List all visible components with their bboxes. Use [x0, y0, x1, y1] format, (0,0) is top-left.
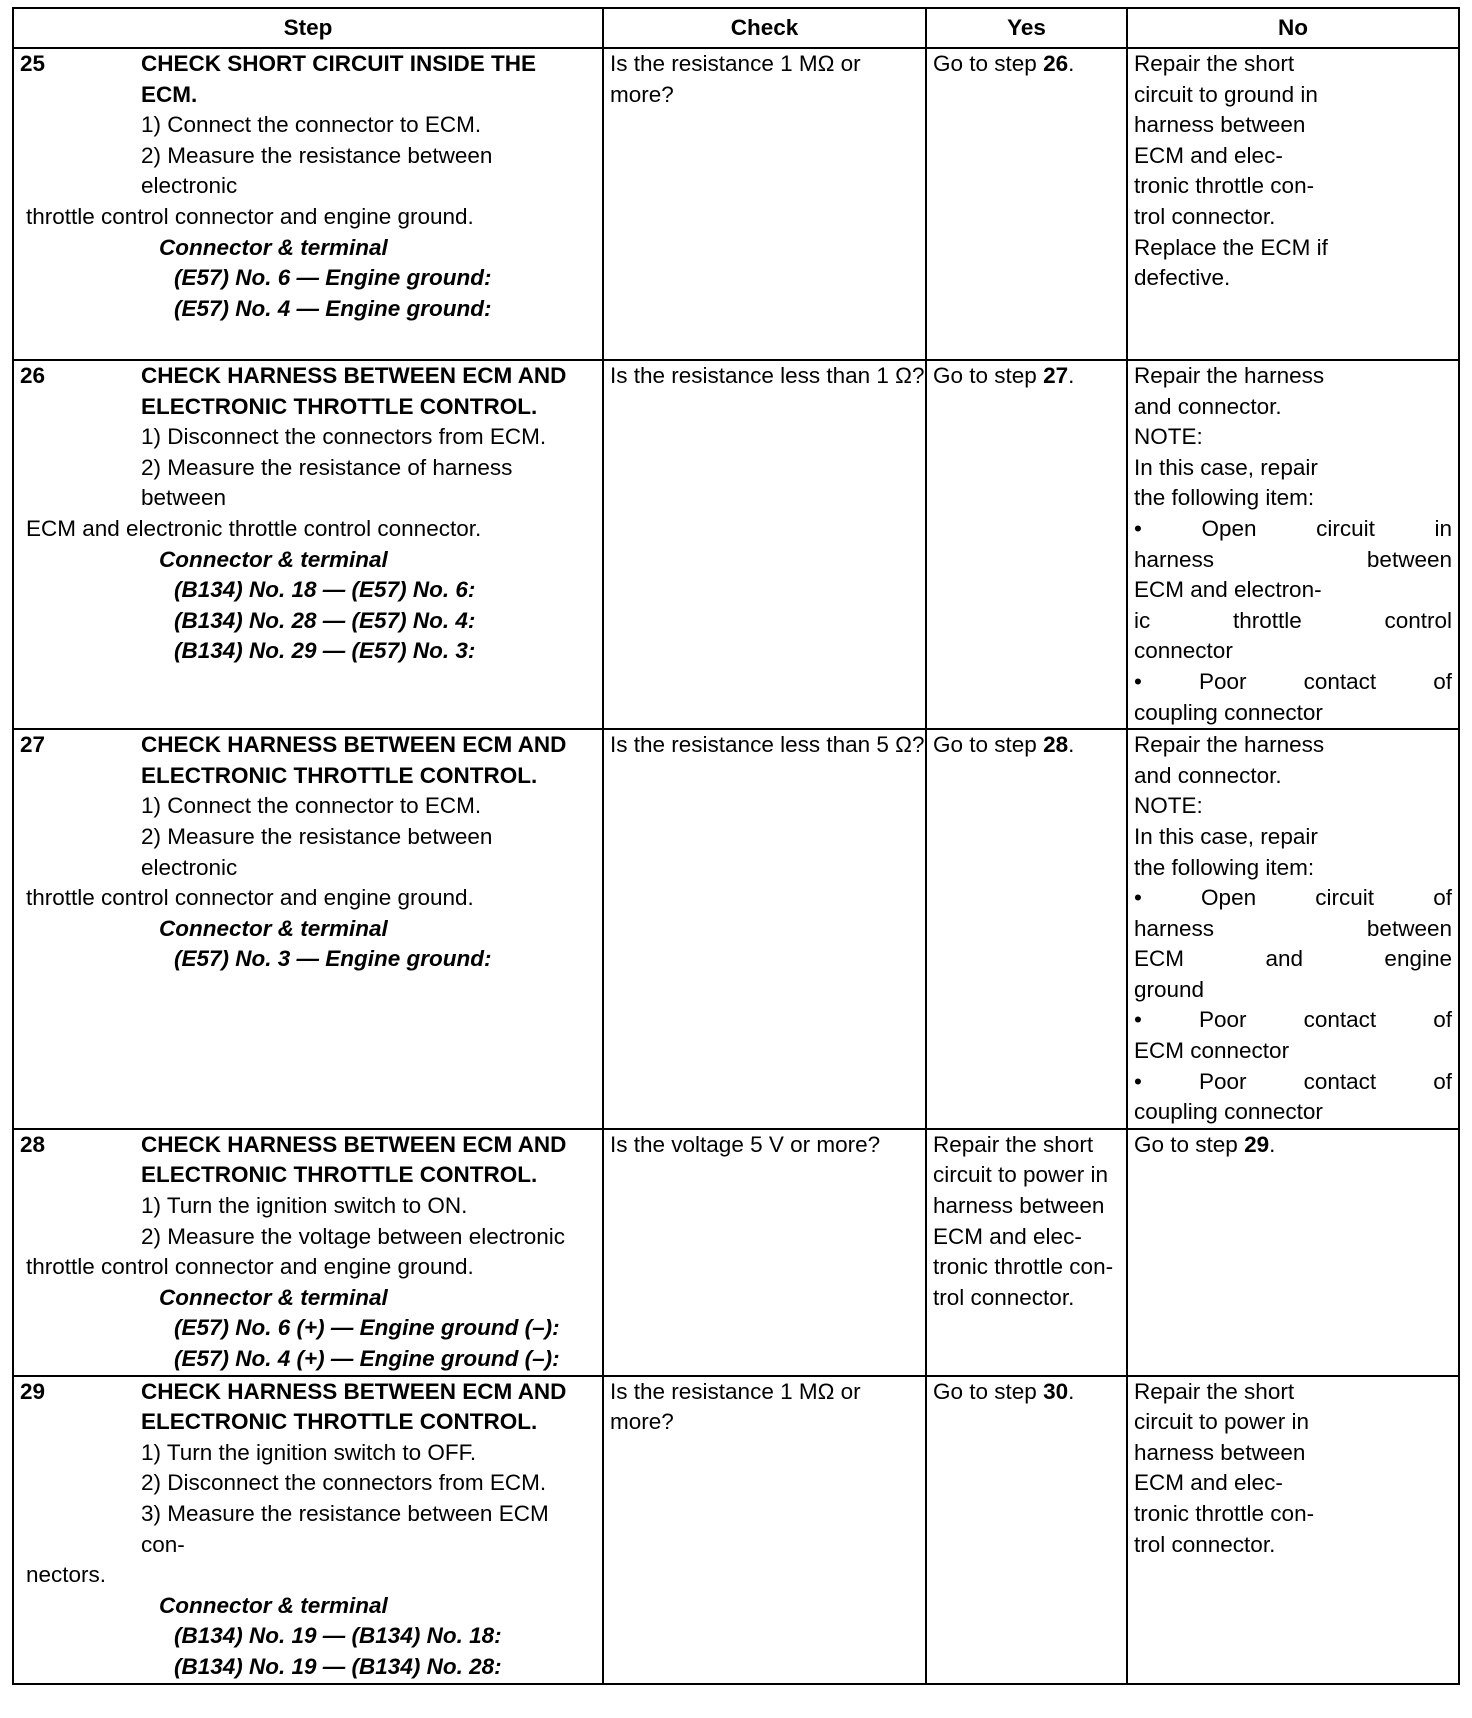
step-instruction: ECM and electronic throttle control connector. [26, 515, 482, 541]
step-instruction: 2) Measure the resistance of harness between [141, 454, 513, 511]
connector-terminal-label: Connector & terminal [159, 234, 388, 260]
no-line: ic throttle control [1134, 607, 1452, 633]
yes-line: trol connector. [933, 1284, 1075, 1310]
step-instruction: throttle control connector and engine ground. [26, 1254, 474, 1280]
no-line: harness between [1134, 546, 1452, 572]
header-no: No [1127, 8, 1459, 48]
terminal-spec: (B134) No. 19 — (B134) No. 28: [174, 1653, 502, 1679]
yes-line: circuit to power in [933, 1162, 1109, 1188]
no-line: ECM and elec- [1134, 142, 1283, 168]
step-title: CHECK HARNESS BETWEEN ECM AND ELECTRONIC THROTTLE CONTROL. [141, 732, 567, 788]
no-line: the following item: [1134, 854, 1315, 880]
check-cell: Is the voltage 5 V or more? [603, 1129, 926, 1376]
header-row [13, 8, 1459, 48]
step-instruction: 2) Measure the resistance between electronic [141, 142, 493, 199]
yes-text: Go to step [933, 51, 1044, 76]
table-row-step-28 [13, 1129, 1459, 1376]
check-cell: Is the resistance 1 MΩ or more? [603, 48, 926, 360]
step-instruction: nectors. [26, 1562, 107, 1588]
yes-text-end: . [1068, 1378, 1075, 1404]
no-line: defective. [1134, 265, 1231, 291]
no-line: harness between [1134, 915, 1452, 941]
yes-text-end: . [1068, 51, 1075, 76]
no-line: • Poor contact of [1134, 1007, 1452, 1033]
check-cell: Is the resistance less than 1 Ω? [603, 360, 926, 729]
no-line: Repair the harness [1134, 363, 1325, 388]
no-line: • Poor contact of [1134, 1068, 1452, 1094]
terminal-spec: (B134) No. 18 — (E57) No. 6: [174, 577, 476, 603]
yes-step-number: 26 [1043, 51, 1069, 76]
connector-terminal-label: Connector & terminal [159, 1592, 388, 1618]
no-line: • Poor contact of [1134, 668, 1452, 694]
terminal-spec: (E57) No. 4 (+) — Engine ground (–): [174, 1346, 560, 1371]
step-title: CHECK HARNESS BETWEEN ECM AND ELECTRONIC THROTTLE CONTROL. [141, 1131, 567, 1188]
no-step-number: 29 [1244, 1131, 1270, 1157]
check-cell: Is the resistance 1 MΩ or more? [603, 1376, 926, 1684]
diagnostic-table-sheet [12, 7, 1460, 1685]
no-line: In this case, repair [1134, 454, 1318, 480]
step-cell [13, 1129, 603, 1376]
step-instruction: 1) Connect the connector to ECM. [141, 793, 482, 819]
no-line: harness between [1134, 1439, 1306, 1465]
no-cell [1127, 729, 1459, 1129]
header-check: Check [603, 8, 926, 48]
no-text: Go to step [1134, 1131, 1245, 1157]
step-instruction: 1) Disconnect the connectors from ECM. [141, 424, 547, 450]
no-line: ground [1134, 976, 1205, 1002]
yes-line: tronic throttle con- [933, 1254, 1114, 1280]
terminal-spec: (B134) No. 19 — (B134) No. 18: [174, 1623, 502, 1649]
no-line: NOTE: [1134, 424, 1203, 450]
step-number: 29 [20, 1378, 46, 1404]
no-line: circuit to power in [1134, 1409, 1310, 1435]
step-title: CHECK HARNESS BETWEEN ECM AND ELECTRONIC THROTTLE CONTROL. [141, 363, 567, 419]
no-cell [1127, 360, 1459, 729]
yes-cell [926, 729, 1127, 1129]
no-cell [1127, 1376, 1459, 1684]
no-line: ECM and engine [1134, 946, 1452, 972]
no-line: and connector. [1134, 393, 1282, 419]
no-line: ECM connector [1134, 1038, 1290, 1064]
yes-cell [926, 1376, 1127, 1684]
yes-text-end: . [1068, 363, 1075, 388]
step-cell [13, 360, 603, 729]
yes-text: Go to step [933, 363, 1044, 388]
step-number: 25 [20, 51, 46, 76]
no-line: trol connector. [1134, 1531, 1276, 1557]
yes-text: Go to step [933, 1378, 1044, 1404]
diagnostic-table [12, 7, 1460, 1685]
no-line: the following item: [1134, 485, 1315, 511]
yes-step-number: 30 [1043, 1378, 1069, 1404]
no-line: Repair the harness [1134, 732, 1325, 758]
no-line: NOTE: [1134, 793, 1203, 819]
yes-text: Go to step [933, 732, 1044, 758]
yes-step-number: 27 [1043, 363, 1069, 388]
table-row-step-26 [13, 360, 1459, 729]
step-number: 27 [20, 732, 46, 758]
no-text-end: . [1269, 1131, 1276, 1157]
terminal-spec: (E57) No. 6 — Engine ground: [174, 265, 492, 291]
no-line: • Open circuit in [1134, 515, 1452, 541]
no-line: • Open circuit of [1134, 885, 1452, 911]
step-instruction: 1) Turn the ignition switch to ON. [141, 1193, 468, 1219]
no-line: harness between [1134, 112, 1306, 138]
step-cell [13, 729, 603, 1129]
yes-step-number: 28 [1043, 732, 1069, 758]
no-line: tronic throttle con- [1134, 173, 1315, 199]
connector-terminal-label: Connector & terminal [159, 1284, 388, 1310]
yes-cell [926, 360, 1127, 729]
no-line: Repair the short [1134, 1378, 1295, 1404]
terminal-spec: (E57) No. 3 — Engine ground: [174, 946, 492, 972]
connector-terminal-label: Connector & terminal [159, 915, 388, 941]
no-line: circuit to ground in [1134, 81, 1318, 107]
no-line: connector [1134, 638, 1233, 664]
terminal-spec: (B134) No. 28 — (E57) No. 4: [174, 607, 476, 633]
terminal-spec: (B134) No. 29 — (E57) No. 3: [174, 638, 476, 664]
step-instruction: 1) Turn the ignition switch to OFF. [141, 1439, 477, 1465]
step-number: 28 [20, 1131, 46, 1157]
step-instruction: 2) Disconnect the connectors from ECM. [141, 1470, 547, 1496]
step-number: 26 [20, 363, 46, 388]
no-line: tronic throttle con- [1134, 1500, 1315, 1526]
no-cell [1127, 1129, 1459, 1376]
step-title: CHECK HARNESS BETWEEN ECM AND ELECTRONIC THROTTLE CONTROL. [141, 1378, 567, 1435]
step-instruction: 1) Connect the connector to ECM. [141, 112, 482, 138]
no-line: In this case, repair [1134, 823, 1318, 849]
table-row-step-25 [13, 48, 1459, 360]
step-cell [13, 1376, 603, 1684]
table-row-step-27 [13, 729, 1459, 1129]
step-cell [13, 48, 603, 360]
check-cell: Is the resistance less than 5 Ω? [603, 729, 926, 1129]
table-row-step-29 [13, 1376, 1459, 1684]
no-cell [1127, 48, 1459, 360]
header-step: Step [13, 8, 603, 48]
step-instruction: 2) Measure the voltage between electronic [141, 1223, 565, 1249]
no-line: Replace the ECM if [1134, 234, 1328, 260]
step-instruction: throttle control connector and engine ground. [26, 885, 474, 911]
no-line: Repair the short [1134, 51, 1295, 76]
yes-text-end: . [1068, 732, 1075, 758]
terminal-spec: (E57) No. 6 (+) — Engine ground (–): [174, 1315, 560, 1341]
step-instruction: throttle control connector and engine ground. [26, 203, 474, 229]
yes-cell [926, 48, 1127, 360]
no-line: ECM and electron- [1134, 577, 1322, 603]
no-line: coupling connector [1134, 1099, 1323, 1125]
no-line: and connector. [1134, 762, 1282, 788]
no-line: coupling connector [1134, 699, 1323, 725]
step-instruction: 3) Measure the resistance between ECM con- [141, 1500, 549, 1557]
connector-terminal-label: Connector & terminal [159, 546, 388, 572]
no-line: trol connector. [1134, 203, 1276, 229]
yes-line: ECM and elec- [933, 1223, 1082, 1249]
header-yes: Yes [926, 8, 1127, 48]
yes-line: harness between [933, 1193, 1105, 1219]
yes-line: Repair the short [933, 1131, 1094, 1157]
no-line: ECM and elec- [1134, 1470, 1283, 1496]
step-instruction: 2) Measure the resistance between electronic [141, 823, 493, 880]
terminal-spec: (E57) No. 4 — Engine ground: [174, 295, 492, 321]
step-title: CHECK SHORT CIRCUIT INSIDE THE ECM. [141, 51, 537, 107]
yes-cell [926, 1129, 1127, 1376]
